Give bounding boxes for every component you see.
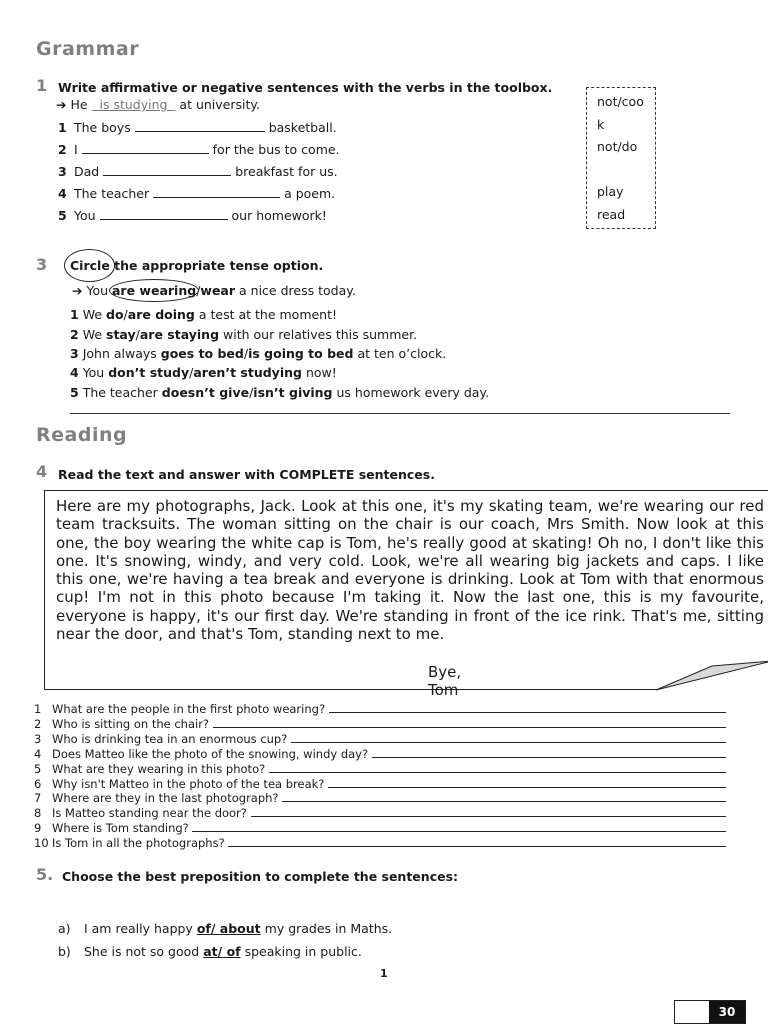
question-text: Who is drinking tea in an enormous cup? — [52, 731, 288, 746]
question-number: 8 — [34, 806, 42, 821]
reading-question — [34, 702, 726, 716]
reading-question — [34, 777, 726, 791]
reading-question — [34, 806, 726, 820]
question-text: What are the people in the first photo wearing? — [52, 702, 326, 716]
tense-option[interactable]: are staying — [139, 327, 220, 342]
answer-line[interactable] — [329, 702, 726, 713]
item-subject: You — [74, 208, 96, 223]
answer-line[interactable] — [213, 717, 726, 728]
question-text: Is Matteo standing near the door? — [52, 806, 247, 821]
exercise-3-item: 1 We do/are doing a test at the moment! — [70, 307, 338, 322]
page-number-box — [674, 1000, 746, 1024]
item-rest: our homework! — [231, 208, 327, 223]
exercise-3-item: 3 John always goes to bed/is going to bed at ten o’clock. — [70, 346, 447, 361]
reading-heading: Reading — [36, 424, 128, 446]
exercise-1-instruction: Write affirmative or negative sentences with the verbs in the toolbox. — [58, 80, 553, 95]
reading-signoff: Bye, Tom — [428, 663, 462, 699]
answer-blank[interactable] — [135, 120, 265, 132]
answer-line[interactable] — [269, 762, 726, 773]
question-text: What are they wearing in this photo? — [52, 761, 266, 776]
reading-question — [34, 747, 726, 761]
exercise-3-instruction: Circle the appropriate tense option. — [70, 258, 324, 273]
answer-line[interactable] — [192, 821, 726, 832]
item-rest: for the bus to come. — [212, 142, 340, 157]
answer-line[interactable] — [372, 747, 726, 758]
circle-word: Circle — [70, 258, 110, 273]
exercise-1-item — [58, 208, 327, 223]
answer-blank[interactable] — [100, 208, 228, 220]
example-answer: is studying — [99, 97, 168, 112]
answer-line[interactable] — [228, 836, 726, 847]
question-number: 6 — [34, 776, 42, 791]
grammar-heading: Grammar — [36, 38, 140, 60]
verb-toolbox — [586, 87, 656, 229]
question-number: 10 — [34, 836, 49, 851]
exercise-3-item: 5 The teacher doesn’t give/isn’t giving us homework every day. — [70, 385, 490, 400]
exercise-3-item: 4 You don’t study/aren’t studying now! — [70, 365, 337, 380]
reading-question — [34, 791, 726, 805]
question-number: 7 — [34, 791, 42, 806]
reading-question — [34, 821, 726, 835]
item-subject: The boys — [74, 120, 131, 135]
answer-line[interactable] — [291, 732, 726, 743]
answer-blank[interactable] — [103, 164, 231, 176]
tense-option[interactable]: isn’t giving — [253, 385, 333, 400]
reading-question — [34, 762, 726, 776]
toolbox-word — [597, 159, 655, 182]
exercise-1-item — [58, 120, 337, 135]
ex5-item-b: b) She is not so good at/ of speaking in public. — [58, 944, 362, 959]
item-number: 5 — [70, 385, 79, 400]
question-text: Where are they in the last photograph? — [52, 791, 279, 806]
tense-option[interactable]: doesn’t give — [161, 385, 250, 400]
question-text: Where is Tom standing? — [52, 821, 189, 836]
tense-option[interactable]: goes to bed — [160, 346, 244, 361]
exercise-3-number: 3 — [36, 255, 48, 274]
exercise-1-item — [58, 164, 338, 179]
tense-option[interactable]: don’t study — [108, 365, 190, 380]
item-rest: breakfast for us. — [235, 164, 338, 179]
question-text: Is Tom in all the photographs? — [52, 836, 225, 851]
reading-text: Here are my photographs, Jack. Look at this one, it's my skating team, we're wearing our red team tracksuits. The woman sitting on the chair is our coach, Mrs Smith. Now look at this one, the boy wearing the white cap is Tom, he's really good at skating! Oh no, I don't like this one. It's snowing, windy, and very cold. Look, we're all wearing big jackets and caps. I like this one, we're having a tea break and everyone is drinking. Look at Tom with that enormous cup! I'm not in this photo because I'm taking it. Now the last one, this is my favourite, everyone is happy, it's our first day. We're standing in front of the ice rink. That's me, sitting near the door, and that's Tom, standing next to me. — [56, 497, 764, 644]
question-number: 5 — [34, 761, 42, 776]
question-number: 4 — [34, 746, 42, 761]
reading-question — [34, 732, 726, 746]
item-number: 5 — [58, 208, 67, 223]
toolbox-word: not/coo — [597, 94, 644, 109]
example-rest: at university. — [179, 97, 260, 112]
answer-line[interactable] — [328, 777, 726, 788]
question-number: 3 — [34, 731, 42, 746]
item-number: 3 — [70, 346, 79, 361]
exercise-3-item: 2 We stay/are staying with our relatives this summer. — [70, 327, 418, 342]
toolbox-word: read — [597, 206, 626, 222]
item-number: 1 — [58, 120, 67, 135]
item-subject: The teacher — [74, 186, 150, 201]
question-number: 9 — [34, 821, 42, 836]
exercise-4-number: 4 — [36, 462, 48, 481]
item-subject: Dad — [74, 164, 100, 179]
circled-answer: are wearing — [112, 283, 197, 298]
arrow-icon: ➔ — [56, 97, 67, 112]
exercise-3-example: ➔ You are wearing/wear a nice dress today. — [72, 283, 356, 298]
item-number: 2 — [70, 327, 79, 342]
arrow-icon: ➔ — [72, 283, 83, 298]
item-rest: a poem. — [284, 186, 336, 201]
example-subject: He — [70, 97, 88, 112]
toolbox-word: k — [597, 116, 605, 132]
question-number: 1 — [34, 702, 42, 716]
tense-option[interactable]: aren’t studying — [193, 365, 302, 380]
exercise-1-item — [58, 186, 335, 201]
exercise-1-item — [58, 142, 340, 157]
exercise-5-instruction: Choose the best preposition to complete the sentences: — [62, 869, 459, 884]
toolbox-word: play — [597, 184, 624, 199]
item-number: 3 — [58, 164, 67, 179]
toolbox-word: not/do — [597, 139, 638, 154]
item-number: 1 — [70, 307, 79, 322]
question-text: Why isn't Matteo in the photo of the tea break? — [52, 776, 325, 791]
question-text: Does Matteo like the photo of the snowing, windy day? — [52, 746, 369, 761]
reading-question — [34, 836, 726, 850]
page-number: 1 — [380, 967, 388, 980]
item-number: 4 — [58, 186, 67, 201]
tense-option[interactable]: are doing — [127, 307, 195, 322]
exercise-4-instruction: Read the text and answer with COMPLETE sentences. — [58, 467, 435, 482]
exercise-1-number: 1 — [36, 76, 48, 95]
answer-blank[interactable] — [82, 142, 209, 154]
ex5-item-a: a) I am really happy of/ about my grades in Maths. — [58, 921, 393, 936]
section-divider — [70, 413, 730, 414]
answer-line[interactable] — [282, 791, 726, 802]
question-number: 2 — [34, 716, 42, 731]
question-text: Who is sitting on the chair? — [52, 716, 210, 731]
exercise-5-number: 5. — [36, 865, 54, 884]
tense-option[interactable]: is going to bed — [248, 346, 354, 361]
tense-option[interactable]: do — [106, 307, 124, 322]
item-number: 4 — [70, 365, 79, 380]
item-subject: I — [74, 142, 78, 157]
page-number-box-label: 30 — [709, 1001, 745, 1023]
answer-blank[interactable] — [153, 186, 280, 198]
item-number: 2 — [58, 142, 67, 157]
tense-option[interactable]: stay — [106, 327, 136, 342]
exercise-1-example — [56, 97, 260, 112]
answer-line[interactable] — [251, 806, 726, 817]
item-rest: basketball. — [268, 120, 337, 135]
reading-question — [34, 717, 726, 731]
page-curl-icon — [652, 660, 768, 692]
